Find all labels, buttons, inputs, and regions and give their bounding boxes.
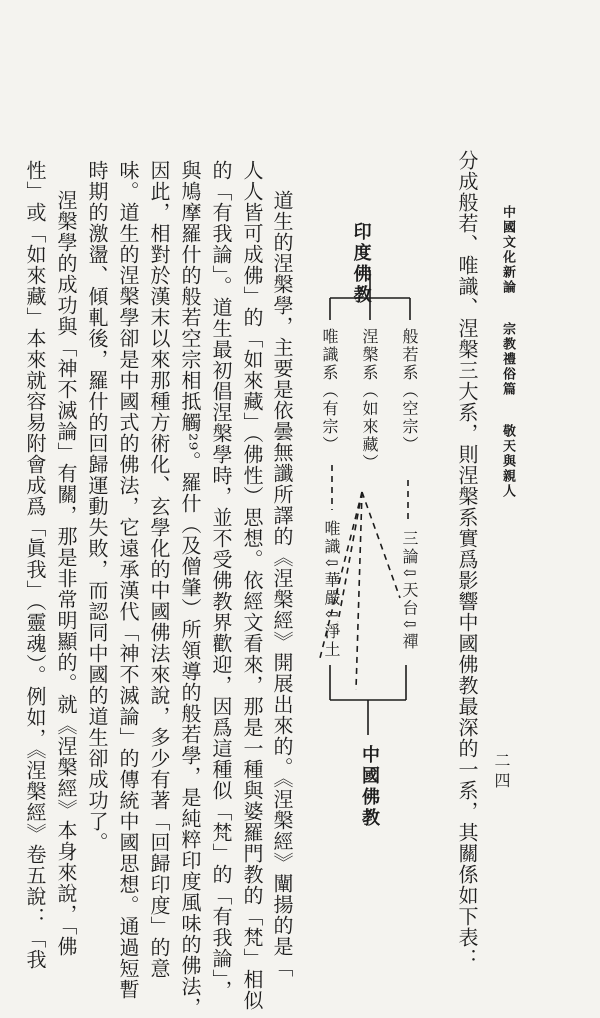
arrow-icon: ⇩ xyxy=(322,607,341,623)
body-column-5: 因此，相對於漢末以來那種方術化、玄學化的中國佛法來說，多少有著「回歸印度」的意 xyxy=(147,160,171,979)
body-column-3: 的「有我論」。道生最初倡涅槃學時，並不受佛教界歡迎，因爲這種似「梵」的「有我論」， xyxy=(209,160,233,1001)
branch-nirvana: 涅槃系（如來藏） xyxy=(360,328,379,472)
diagram-root: 印度佛教 xyxy=(350,222,372,306)
body-column-9: 性」或「如來藏」本來就容易附會成爲「眞我」（靈魂）。例如，《涅槃經》卷五說：「我 xyxy=(23,160,47,970)
body-column-7: 時期的激盪、傾軋後，羅什的回歸運動失敗，而認同中國的道生卻成功了。 xyxy=(85,160,109,853)
chapter-title: 敬天與親人 xyxy=(500,424,515,500)
school-jingtu: 淨土 xyxy=(322,622,341,659)
school-tiantai: 天台 xyxy=(400,581,419,618)
school-sanlun: 三論 xyxy=(400,530,419,566)
page-number: 二四 xyxy=(492,752,511,792)
arrow-icon: ⇩ xyxy=(322,556,341,572)
arrow-icon: ⇩ xyxy=(400,566,419,582)
body-column-6: 味。道生的涅槃學卻是中國式的佛法，它遠承漢代「神不滅論」的傳統中國思想。通過短暫 xyxy=(116,160,140,1000)
intro-column: 分成般若、唯識、涅槃三大系，則涅槃系實爲影響中國佛教最深的一系，其關係如下表： xyxy=(455,150,479,969)
body-column-8: 涅槃學的成功與「神不滅論」有關，那是非常明顯的。就《涅槃經》本身來說，「佛 xyxy=(54,190,78,957)
diagram-result: 中國佛教 xyxy=(359,745,380,829)
school-chain-left xyxy=(398,530,421,651)
nirvana-to-center-line xyxy=(356,492,362,690)
school-weishi: 唯識 xyxy=(322,520,341,556)
body-column-4: 與鳩摩羅什的般若空宗相抵觸²⁹。羅什（及僧肇）所領導的般若學，是純粹印度風味的佛法， xyxy=(178,160,202,1018)
body-column-2: 人人皆可成佛」的「如來藏」（佛性）思想。依經文看來，那是一種與婆羅門教的「梵」相似 xyxy=(240,160,264,1011)
branch-vijnana: 唯識系（有宗） xyxy=(320,328,339,454)
nirvana-to-tiantai-line xyxy=(362,492,400,598)
school-huayan: 華嚴 xyxy=(322,571,341,608)
arrow-icon: ⇩ xyxy=(400,617,419,633)
section-title: 宗教禮俗篇 xyxy=(500,322,515,398)
school-chan: 禪 xyxy=(400,632,419,651)
body-column-1: 道生的涅槃學，主要是依曇無讖所譯的《涅槃經》開展出來的。《涅槃經》闡揚的是「 xyxy=(270,190,294,978)
branch-prajna: 般若系（空宗） xyxy=(400,328,419,454)
book-title: 中國文化新論 xyxy=(500,205,515,295)
school-chain-right xyxy=(320,520,343,659)
